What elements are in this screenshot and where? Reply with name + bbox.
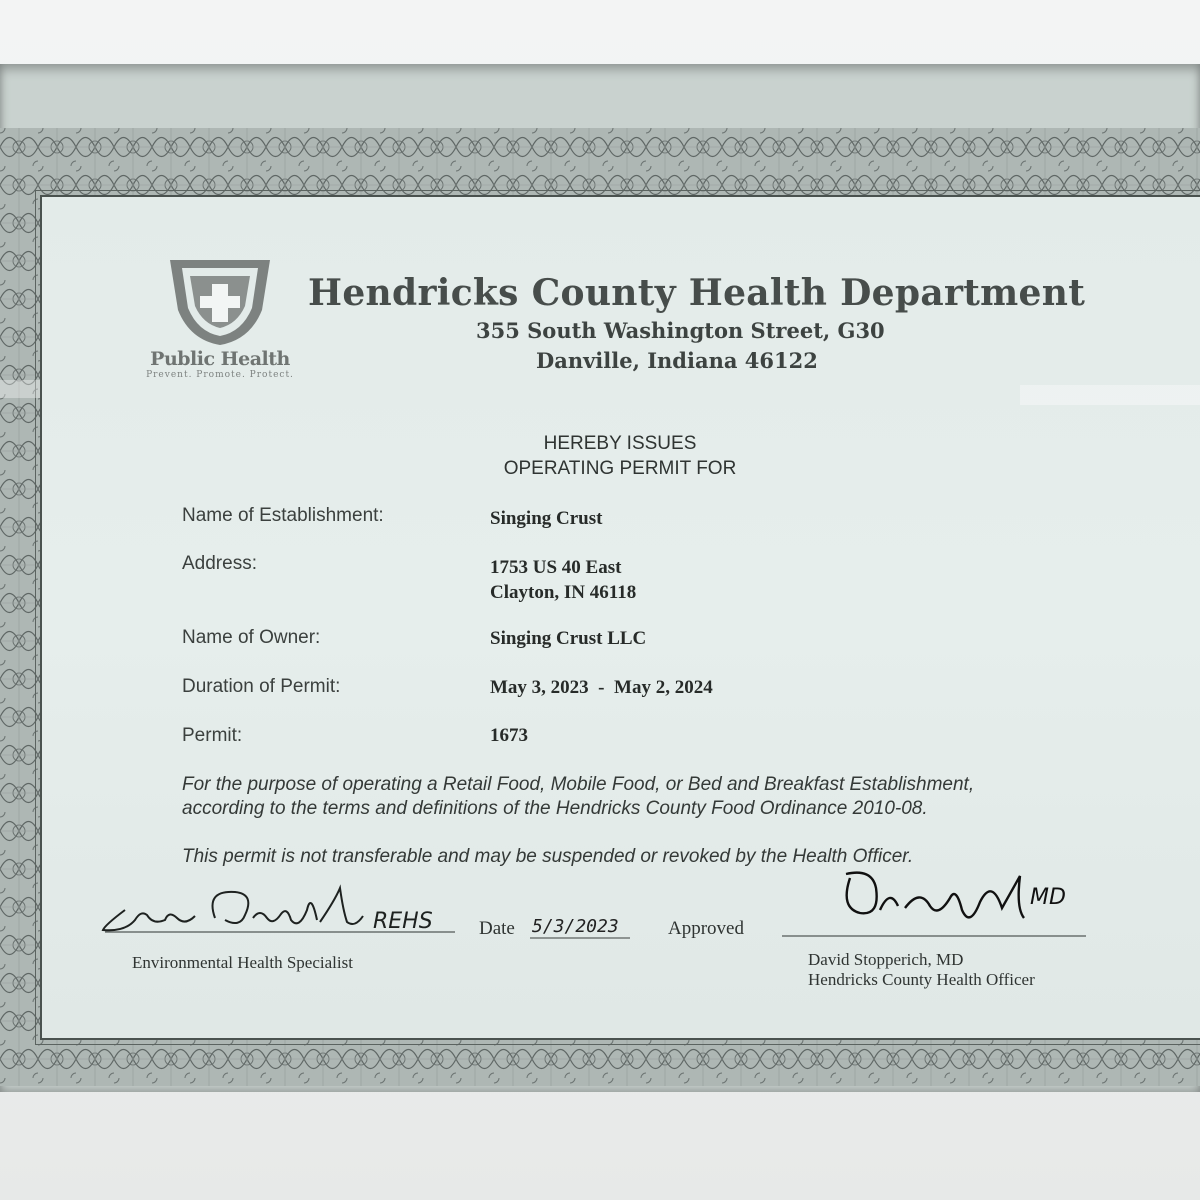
svg-text:MD: MD — [1030, 885, 1066, 910]
operating-permit-text: OPERATING PERMIT FOR — [503, 458, 737, 479]
duration-label: Duration of Permit: — [182, 676, 341, 697]
officer-signature — [780, 858, 1090, 940]
establishment-value: Singing Crust — [490, 508, 603, 529]
date-label: Date — [479, 918, 515, 939]
approved-label: Approved — [668, 918, 744, 939]
owner-label: Name of Owner: — [182, 627, 321, 648]
hereby-issues-text: HEREBY ISSUES — [543, 433, 697, 454]
purpose-text-line1: For the purpose of operating a Retail Food, Mobile Food, or Bed and Breakfast Establishment, — [182, 774, 975, 795]
handwritten-date — [530, 906, 670, 942]
establishment-label: Name of Establishment: — [182, 505, 384, 526]
logo-tagline: Prevent. Promote. Protect. — [146, 370, 294, 380]
permit-label: Permit: — [182, 725, 243, 746]
department-address-line2: Danville, Indiana 46122 — [536, 348, 818, 373]
address-label: Address: — [182, 553, 257, 574]
purpose-text-line2: according to the terms and definitions of the Hendricks County Food Ordinance 2010-08. — [182, 798, 928, 819]
permit-number: 1673 — [490, 725, 528, 746]
owner-value: Singing Crust LLC — [490, 628, 647, 649]
logo-name: Public Health — [150, 348, 290, 370]
officer-name: David Stopperich, MD — [808, 950, 964, 969]
svg-text:REHS: REHS — [373, 909, 433, 934]
department-address-line1: 355 South Washington Street, G30 — [476, 318, 885, 343]
svg-text:5/3/2023: 5/3/2023 — [532, 916, 619, 937]
specialist-signature — [95, 880, 465, 940]
specialist-title: Environmental Health Specialist — [132, 953, 353, 972]
address-value-line2: Clayton, IN 46118 — [490, 582, 637, 603]
department-title: Hendricks County Health Department — [308, 272, 1086, 314]
officer-title: Hendricks County Health Officer — [808, 970, 1035, 989]
address-value-line1: 1753 US 40 East — [490, 557, 622, 578]
transfer-note: This permit is not transferable and may be suspended or revoked by the Health Officer. — [182, 846, 914, 867]
duration-value: May 3, 2023 - May 2, 2024 — [490, 677, 713, 698]
